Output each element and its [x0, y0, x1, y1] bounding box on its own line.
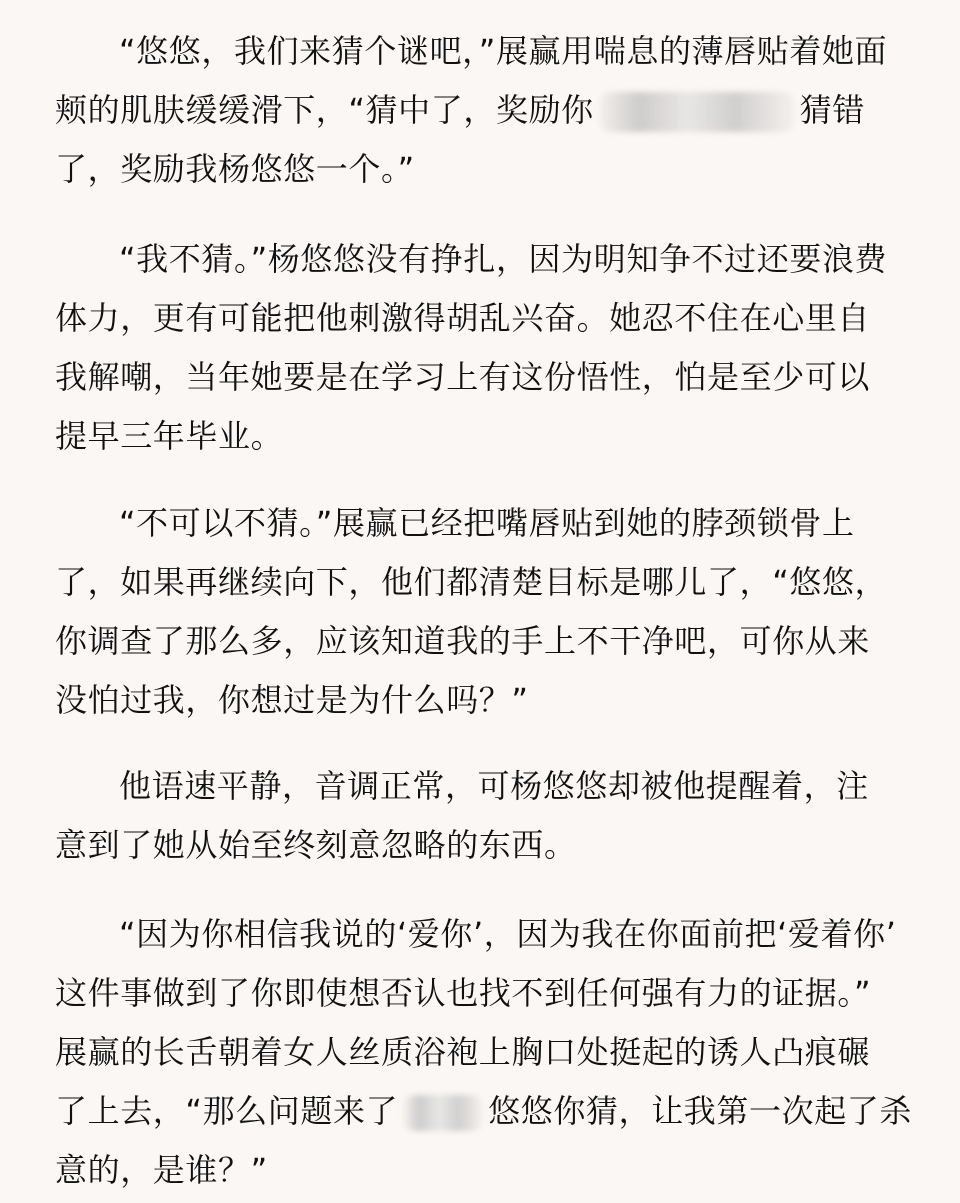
text-line: 意到了她从始至终刻意忽略的东西。 [55, 826, 577, 864]
paragraph-1 [55, 22, 915, 199]
paragraph-4 [55, 757, 915, 875]
text-line: 这件事做到了你即使想否认也找不到任何强有力的证据。” [55, 974, 872, 1012]
blurred-redaction [404, 1095, 482, 1131]
blurred-redaction [600, 92, 794, 132]
text-line: 意的，是谁？” [55, 1151, 268, 1189]
text-line: 没怕过我，你想过是为什么吗？” [55, 681, 529, 719]
text-line: 体力，更有可能把他刺激得胡乱兴奋。她忍不住在心里自 [55, 299, 871, 337]
text-segment: 了上去，“那么问题来了 [55, 1092, 399, 1130]
text-line [55, 1082, 915, 1141]
text-line: “我不猜。”杨悠悠没有挣扎，因为明知争不过还要浪费 [119, 240, 888, 278]
text-line: 我解嘲，当年她要是在学习上有这份悟性，怕是至少可以 [55, 358, 871, 396]
paragraph-5 [55, 905, 915, 1200]
text-segment: 悠悠你猜，让我第一次起了杀 [488, 1092, 912, 1130]
paragraph-3 [55, 494, 915, 730]
text-line: “不可以不猜。”展赢已经把嘴唇贴到她的脖颈锁骨上 [119, 504, 855, 542]
text-segment: 猜错 [799, 91, 865, 129]
text-line: 你调查了那么多，应该知道我的手上不干净吧，可你从来 [55, 622, 871, 660]
text-line [55, 81, 915, 140]
text-line: 展赢的长舌朝着女人丝质浴袍上胸口处挺起的诱人凸痕碾 [55, 1033, 871, 1071]
text-line: “因为你相信我说的‘爱你’，因为我在你面前把‘爱着你’ [119, 915, 897, 953]
text-segment: 颊的肌肤缓缓滑下，“猜中了，奖励你 [55, 91, 594, 129]
text-line: 了，如果再继续向下，他们都清楚目标是哪儿了，“悠悠， [55, 563, 888, 601]
paragraph-2 [55, 230, 915, 466]
text-line: 提早三年毕业。 [55, 417, 284, 455]
text-line: 了，奖励我杨悠悠一个。” [55, 150, 415, 188]
text-line: 他语速平静，音调正常，可杨悠悠却被他提醒着，注 [119, 767, 869, 805]
text-line: “悠悠，我们来猜个谜吧，”展赢用喘息的薄唇贴着她面 [119, 32, 888, 70]
